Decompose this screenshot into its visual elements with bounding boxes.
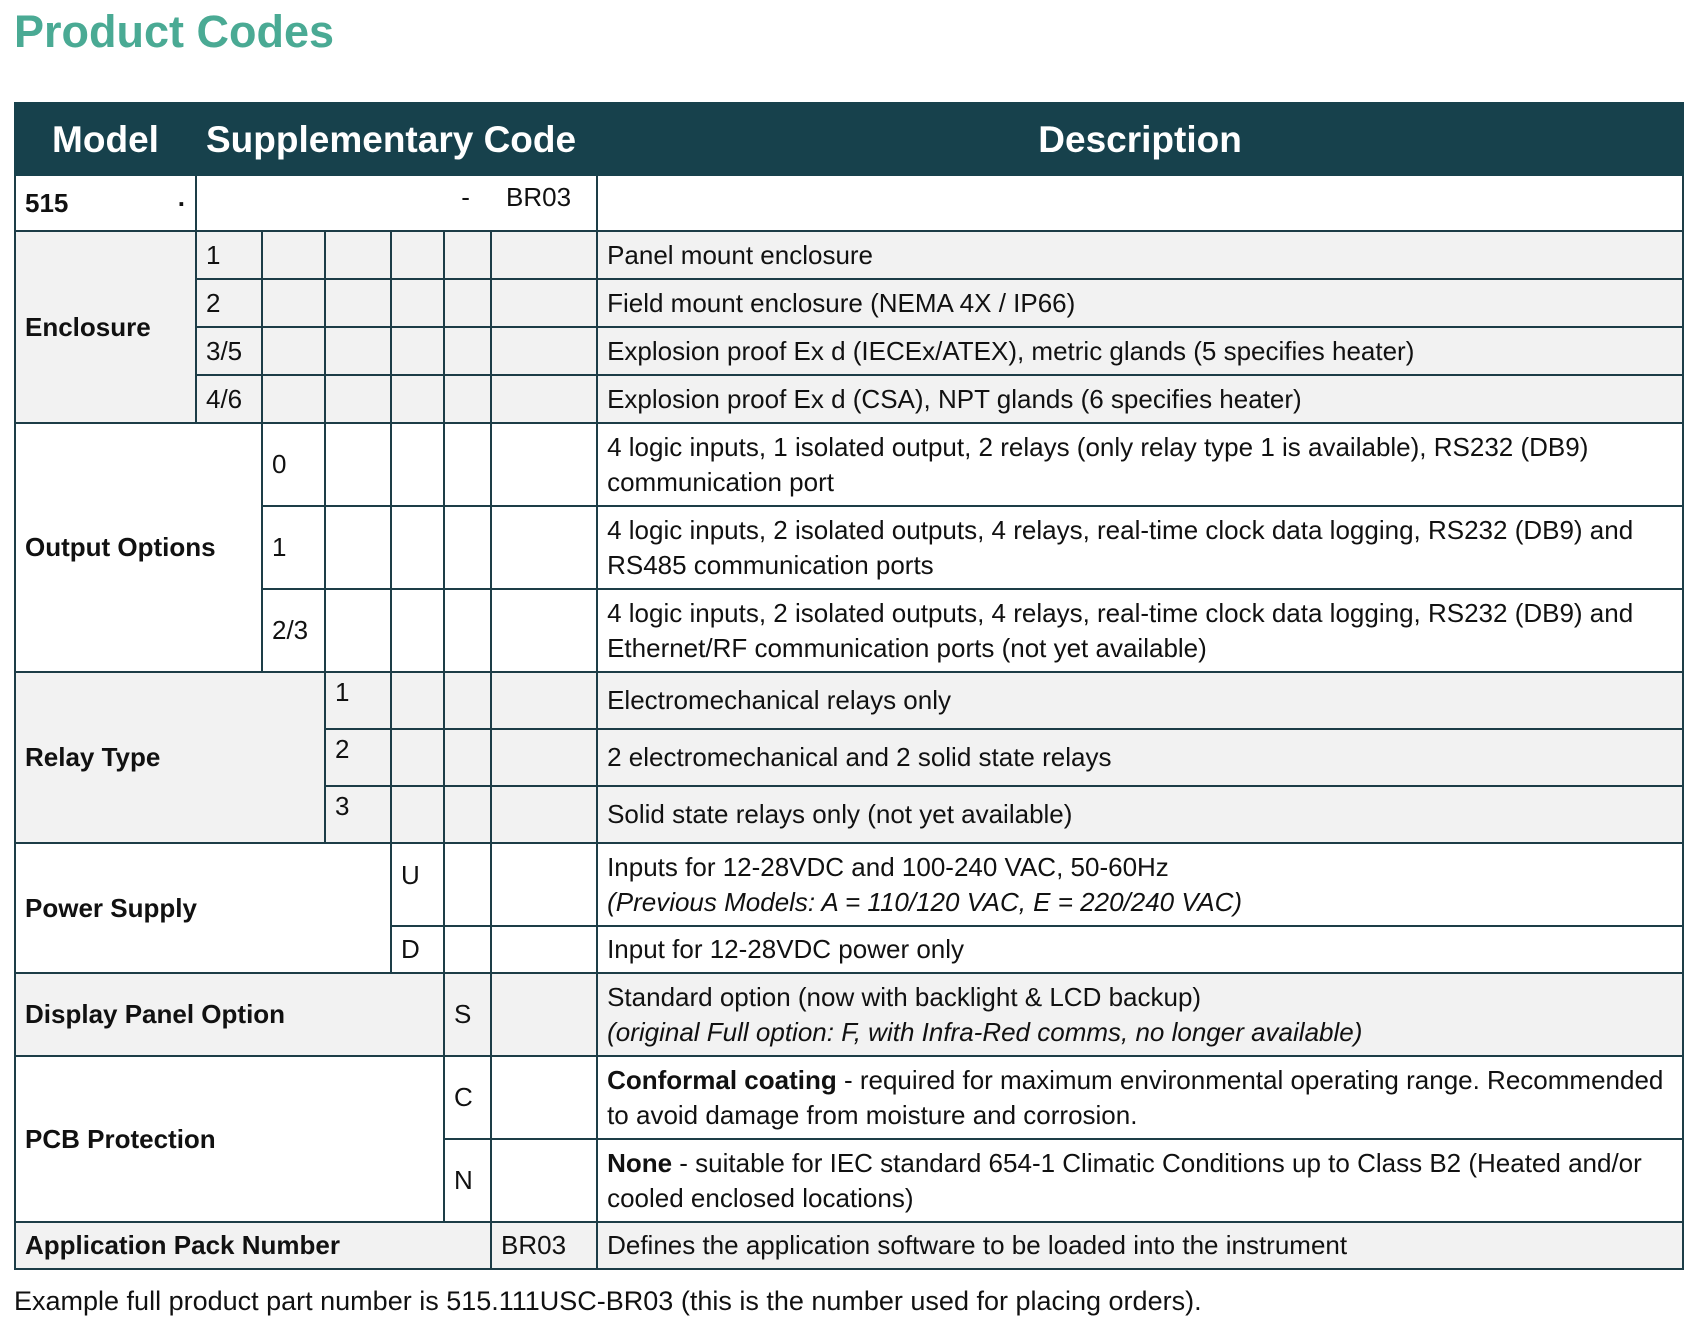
table-row xyxy=(15,973,1683,1056)
power-supply-description xyxy=(597,843,1683,926)
table-row xyxy=(15,231,1683,279)
header-supplementary-code: Supplementary Code xyxy=(196,103,597,175)
model-dot: . xyxy=(177,182,185,212)
header-row xyxy=(15,103,1683,175)
pcb-protection-code: C xyxy=(444,1056,491,1139)
table-row xyxy=(15,843,1683,926)
enclosure-code: 4/6 xyxy=(196,375,262,423)
display-panel-text: Standard option (now with backlight & LCD backup) xyxy=(607,981,1202,1012)
table-row xyxy=(15,327,1683,375)
enclosure-code: 2 xyxy=(196,279,262,327)
power-supply-note: (Previous Models: A = 110/120 VAC, E = 220/240 VAC) xyxy=(607,886,1243,917)
model-app-code: BR03 xyxy=(506,182,572,212)
header-description: Description xyxy=(597,103,1683,175)
application-pack-description: Defines the application software to be loaded into the instrument xyxy=(597,1222,1683,1269)
output-options-description: 4 logic inputs, 2 isolated outputs, 4 relays, real-time clock data logging, RS232 (DB9) and RS485 communication ports xyxy=(597,506,1683,589)
enclosure-description: Field mount enclosure (NEMA 4X / IP66) xyxy=(597,279,1683,327)
enclosure-code: 1 xyxy=(196,231,262,279)
enclosure-description: Explosion proof Ex d (CSA), NPT glands (6 specifies heater) xyxy=(597,375,1683,423)
pcb-protection-term: None xyxy=(607,1147,673,1178)
enclosure-label: Enclosure xyxy=(15,231,196,423)
footnote: Example full product part number is 515.111USC-BR03 (this is the number used for placing orders). xyxy=(14,1286,1202,1316)
model-description-cell xyxy=(597,175,1683,231)
output-options-label: Output Options xyxy=(15,423,262,672)
output-options-code: 0 xyxy=(262,423,325,506)
model-supplementary-cell xyxy=(196,175,597,231)
relay-type-description: Electromechanical relays only xyxy=(597,672,1683,729)
power-supply-code: D xyxy=(391,926,444,973)
page-title: Product Codes xyxy=(14,6,335,57)
model-number-cell xyxy=(15,175,196,231)
relay-type-label: Relay Type xyxy=(15,672,325,843)
display-panel-description xyxy=(597,973,1683,1056)
table-row xyxy=(15,1056,1683,1139)
model-row xyxy=(15,175,1683,231)
relay-type-code: 1 xyxy=(325,672,391,729)
header-model: Model xyxy=(15,103,196,175)
relay-type-code: 2 xyxy=(325,729,391,786)
table-row xyxy=(15,589,1683,672)
display-panel-label: Display Panel Option xyxy=(15,973,444,1056)
output-options-description: 4 logic inputs, 2 isolated outputs, 4 relays, real-time clock data logging, RS232 (DB9) and Ethernet/RF communication ports (not yet available) xyxy=(597,589,1683,672)
output-options-code: 2/3 xyxy=(262,589,325,672)
power-supply-label: Power Supply xyxy=(15,843,391,973)
pcb-protection-description xyxy=(597,1139,1683,1222)
model-dash: - xyxy=(461,182,470,212)
application-pack-code: BR03 xyxy=(491,1222,597,1269)
pcb-protection-term: Conformal coating xyxy=(607,1064,837,1095)
model-number: 515 xyxy=(25,187,69,218)
pcb-protection-text: - suitable for IEC standard 654-1 Climatic Conditions up to Class B2 (Heated and/or cooled enclosed locations) xyxy=(607,1147,1642,1213)
enclosure-description: Explosion proof Ex d (IECEx/ATEX), metric glands (5 specifies heater) xyxy=(597,327,1683,375)
display-panel-note: (original Full option: F, with Infra-Red comms, no longer available) xyxy=(607,1016,1363,1047)
table-row xyxy=(15,506,1683,589)
table-row xyxy=(15,279,1683,327)
relay-type-description: Solid state relays only (not yet available) xyxy=(597,786,1683,843)
power-supply-description: Input for 12-28VDC power only xyxy=(597,926,1683,973)
table-row xyxy=(15,423,1683,506)
product-codes-table xyxy=(14,102,1684,1270)
output-options-code: 1 xyxy=(262,506,325,589)
output-options-description: 4 logic inputs, 1 isolated output, 2 relays (only relay type 1 is available), RS232 (DB9) communication port xyxy=(597,423,1683,506)
power-supply-code: U xyxy=(391,843,444,926)
relay-type-description: 2 electromechanical and 2 solid state relays xyxy=(597,729,1683,786)
relay-type-code: 3 xyxy=(325,786,391,843)
power-supply-text: Inputs for 12-28VDC and 100-240 VAC, 50-60Hz xyxy=(607,851,1169,882)
pcb-protection-description xyxy=(597,1056,1683,1139)
pcb-protection-text: - required for maximum environmental operating range. Recommended to avoid damage from moisture and corrosion. xyxy=(607,1064,1664,1130)
pcb-protection-label: PCB Protection xyxy=(15,1056,444,1222)
table-row xyxy=(15,375,1683,423)
enclosure-description: Panel mount enclosure xyxy=(597,231,1683,279)
table-row xyxy=(15,1222,1683,1269)
table-row xyxy=(15,672,1683,729)
enclosure-code: 3/5 xyxy=(196,327,262,375)
display-panel-code: S xyxy=(444,973,491,1056)
application-pack-label: Application Pack Number xyxy=(15,1222,491,1269)
pcb-protection-code: N xyxy=(444,1139,491,1222)
